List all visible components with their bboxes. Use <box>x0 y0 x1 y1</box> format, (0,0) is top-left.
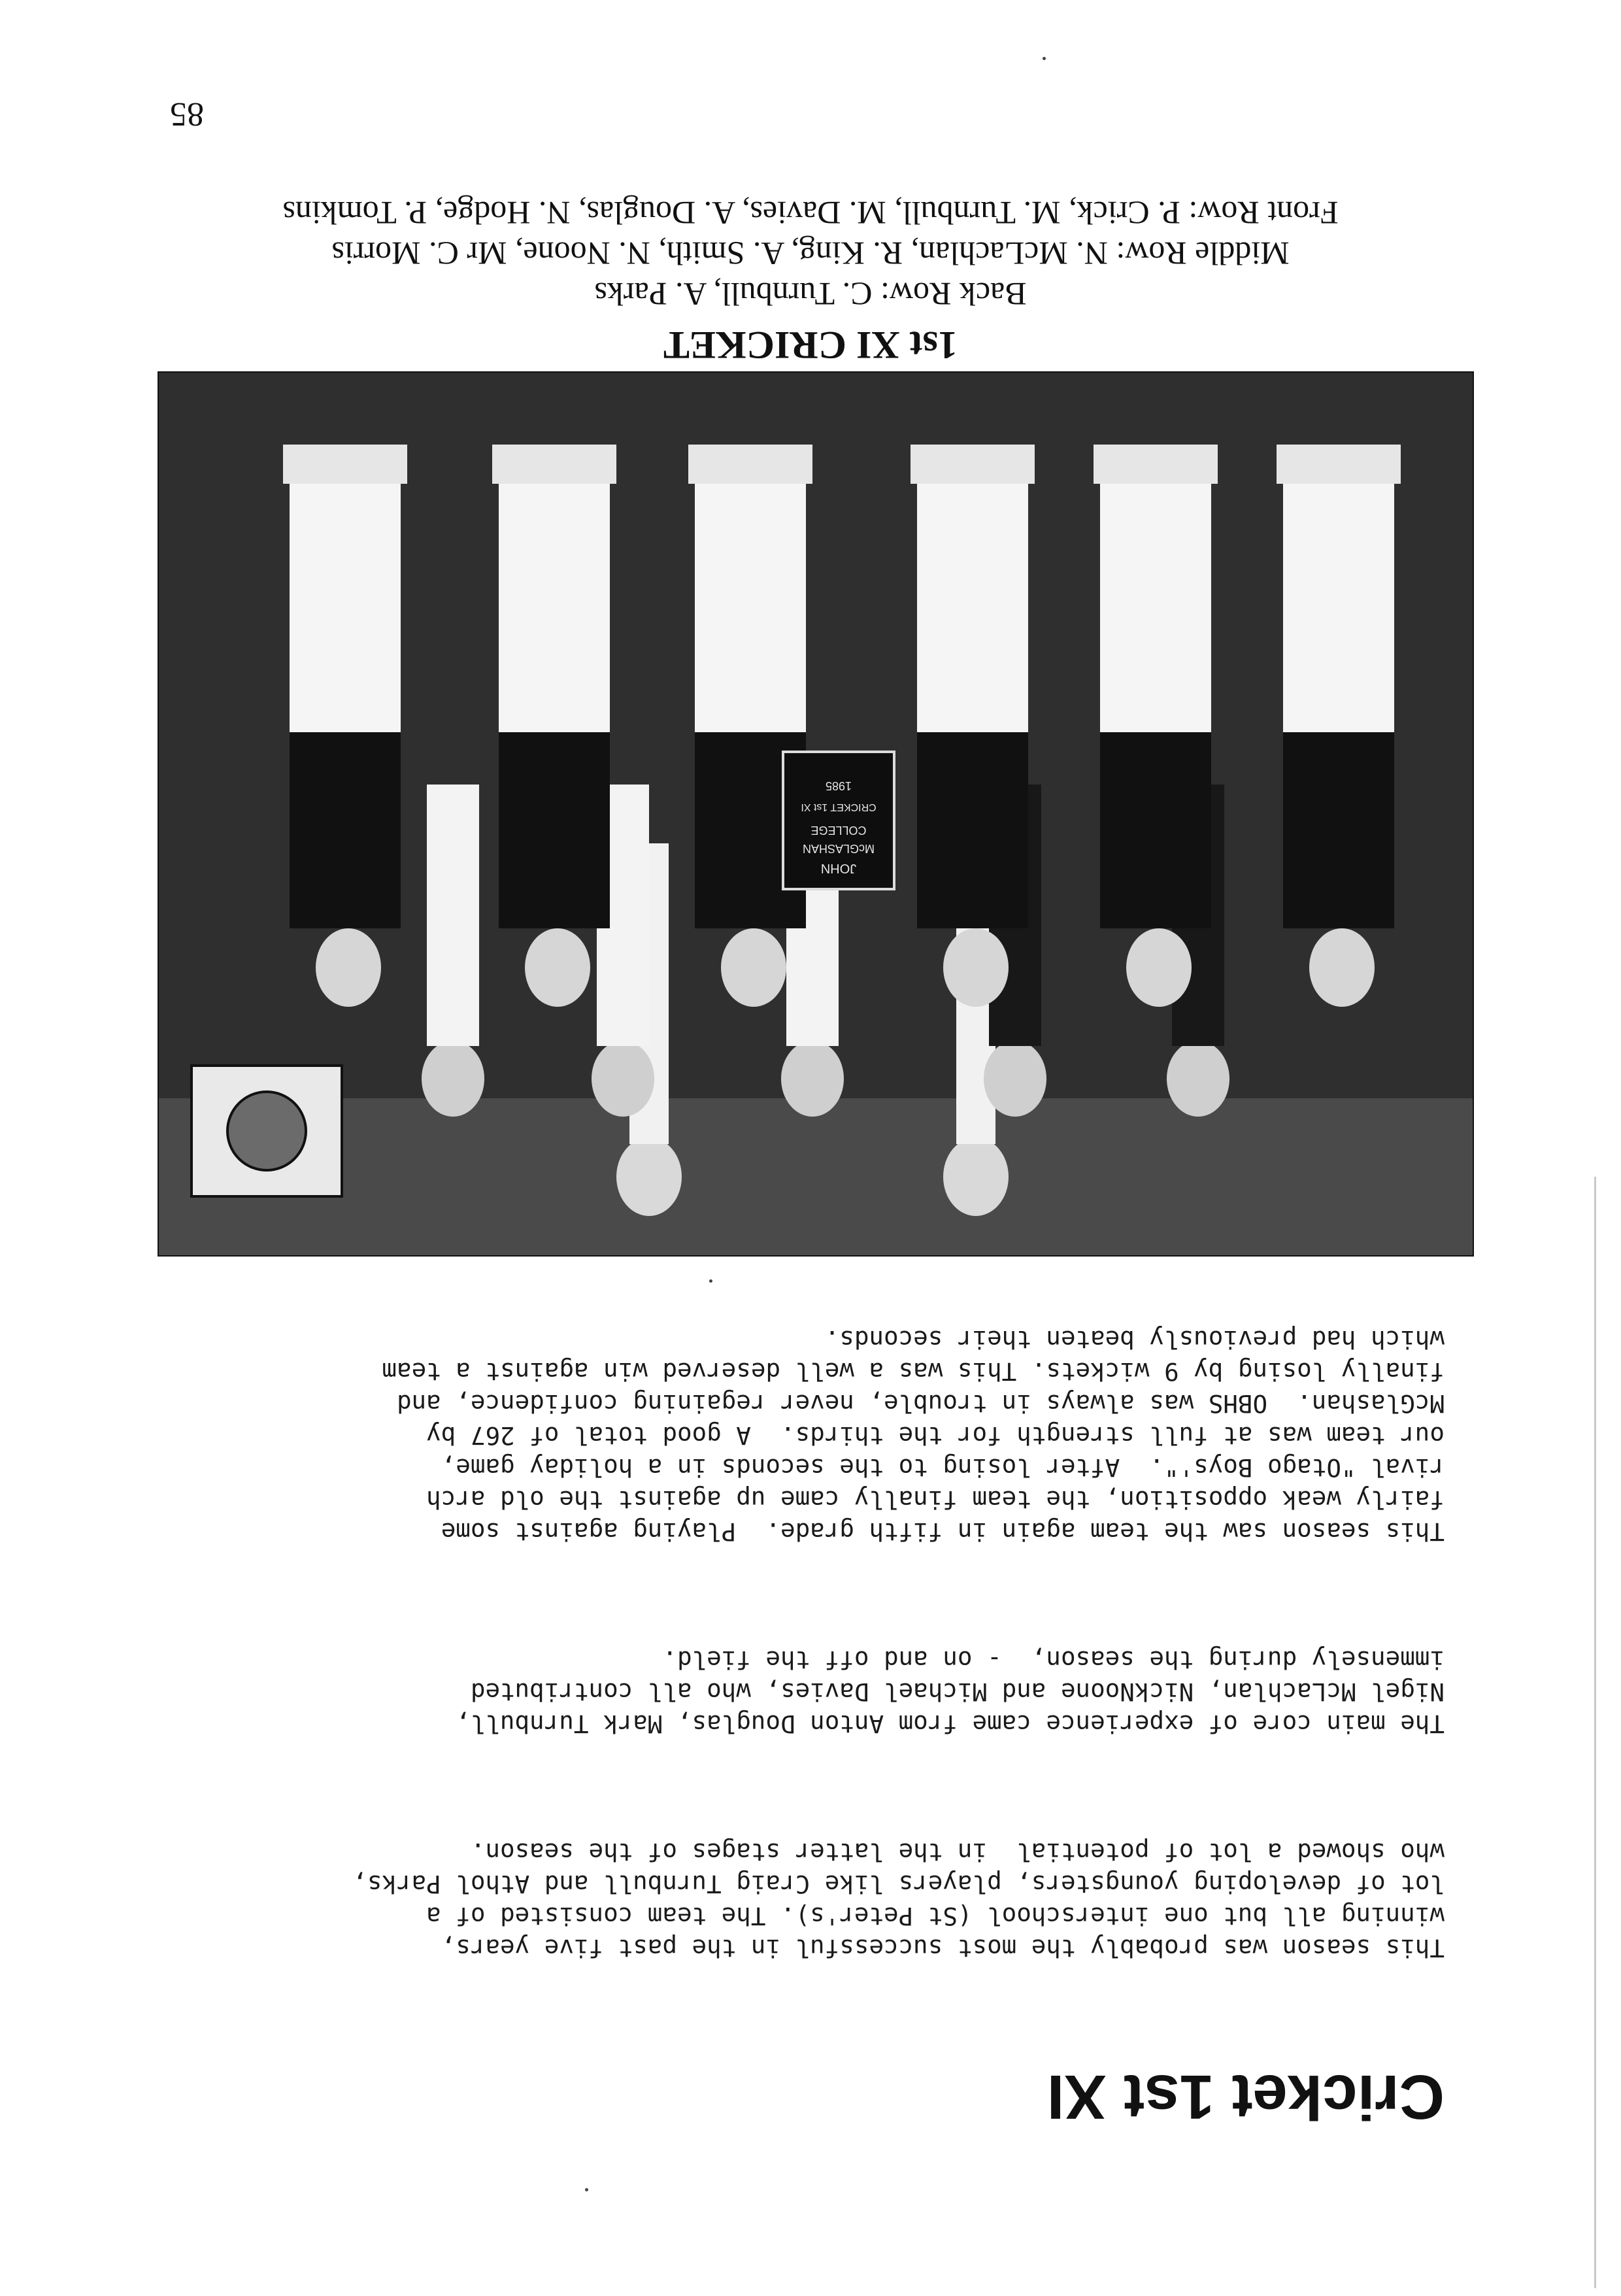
sign-line-3: COLLEGE <box>811 824 867 837</box>
sign-line-1: JOHN <box>820 861 857 875</box>
caption-front-row: Front Row: P. Crick, M. Turnbull, M. Davies, A. Douglas, N. Hodge, P. Tomkins <box>282 195 1339 231</box>
paragraph-1: This season was probably the most successful in the past five years, winning all but one interschool (St Peter's). The team consisted of a lot of developing youngsters, players like Craig Turnbull and Athol Parks, who showed a lot of potential in the latter stages of the season. <box>352 1838 1445 1963</box>
sign-line-2: McGLASHAN <box>802 842 875 855</box>
caption-back-row: Back Row: C. Turnbull, A. Parks <box>594 276 1027 312</box>
article-title: Cricket 1st XI <box>1046 2062 1445 2132</box>
caption-middle-row: Middle Row: N. McLachlan, R. King, A. Smith, N. Noone, Mr C. Morris <box>331 235 1290 272</box>
caption-title: 1st XI CRICKET <box>663 324 958 367</box>
team-photo <box>158 371 1474 1257</box>
page-number: 85 <box>170 95 204 133</box>
scan-edge-line <box>1594 1177 1596 2288</box>
scan-speck <box>709 1279 712 1283</box>
photo-caption <box>137 193 1484 367</box>
team-sign <box>783 752 894 889</box>
paragraph-2: The main core of experience came from Anton Douglas, Mark Turnbull, Nigel McLachlan, NickNoone and Michael Davies, who all contributed immensely during the season, - on and off the field. <box>456 1646 1445 1738</box>
scan-speck <box>585 2188 588 2191</box>
paragraph-3: This season saw the team again in fifth grade. Playing against some fairly weak opposition, the team finally came up against the old arch rival "Otago Boys'". After losing to the seconds in a holiday game, our team was at full strength for the thirds. A good total of 267 by McGlashan. OBHS was always in trouble, never regaining confidence, and finally losing by 9 wickets. This was a well deserved win against a team which had previously beaten their seconds. <box>382 1325 1445 1546</box>
sign-line-5: 1985 <box>825 779 852 792</box>
sign-line-4: CRICKET 1st XI <box>801 802 877 813</box>
scan-speck <box>1043 57 1046 60</box>
team-photo-illustration <box>159 373 1473 1255</box>
